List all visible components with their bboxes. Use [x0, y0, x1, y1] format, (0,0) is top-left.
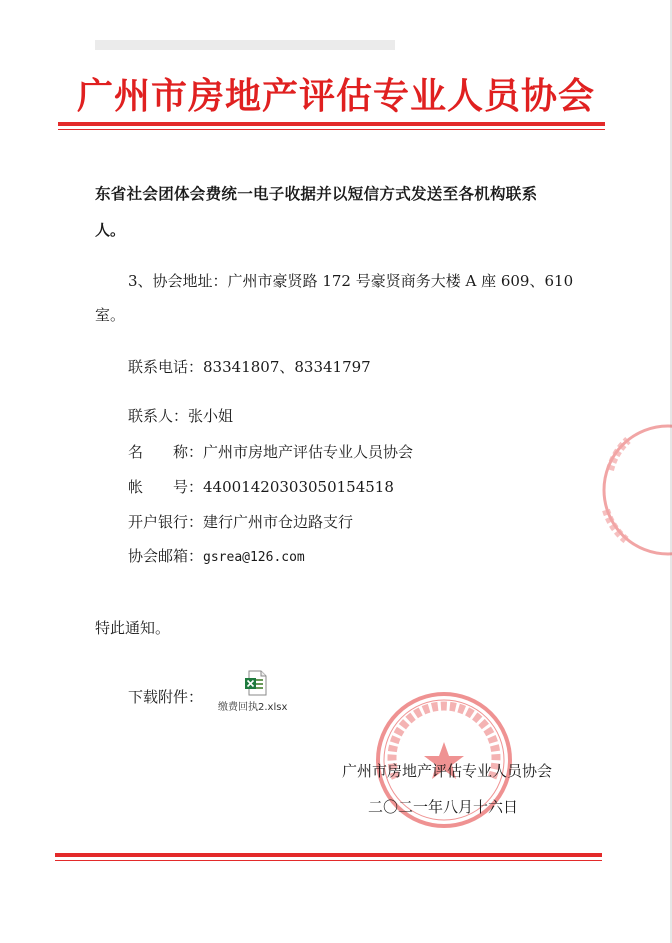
account-number-row — [128, 477, 394, 497]
scan-smudge — [95, 40, 395, 50]
letterhead-title: 广州市房地产评估专业人员协会 — [76, 76, 595, 117]
bank-value: 建行广州市仓边路支行 — [203, 513, 354, 531]
contact-phone-label: 联系电话： — [128, 358, 204, 376]
email-row — [128, 546, 305, 568]
excel-file-icon[interactable] — [244, 670, 268, 696]
attachment-filename[interactable]: 缴费回执2.xlsx — [218, 702, 288, 713]
item-3-address: 3、协会地址：广州市豪贤路 172 号豪贤商务大楼 A 座 609、610 — [128, 272, 574, 290]
account-number-value: 44001420303050154518 — [203, 478, 394, 496]
footer-rule-thin — [55, 860, 602, 861]
contact-person-value: 张小姐 — [188, 407, 234, 425]
email-label: 协会邮箱： — [128, 547, 204, 565]
bank-label: 开户银行： — [128, 513, 204, 531]
account-name-row — [128, 442, 413, 462]
contact-phone-row — [128, 357, 371, 377]
partial-seal-stamp — [598, 420, 672, 560]
paragraph-continuation: 东省社会团体会费统一电子收据并以短信方式发送至各机构联系 — [95, 184, 538, 203]
header-rule-thick — [58, 122, 605, 126]
account-number-label: 帐 号： — [128, 478, 204, 496]
contact-phone-value: 83341807、83341797 — [203, 358, 371, 376]
bank-row — [128, 512, 353, 532]
contact-person-row — [128, 406, 233, 426]
account-name-label: 名 称： — [128, 443, 204, 461]
contact-person-label: 联系人： — [128, 407, 189, 425]
paragraph-continuation-end: 人。 — [95, 221, 126, 239]
notice-text: 特此通知。 — [95, 619, 171, 637]
attachment[interactable] — [218, 670, 298, 713]
email-value[interactable]: gsrea@126.com — [203, 550, 305, 565]
account-name-value: 广州市房地产评估专业人员协会 — [203, 443, 414, 461]
signature-org: 广州市房地产评估专业人员协会 — [342, 762, 553, 780]
item-3-address-end: 室。 — [95, 306, 126, 324]
header-rule-thin — [58, 129, 605, 130]
signature-date: 二〇二一年八月十六日 — [368, 798, 519, 816]
download-label: 下载附件： — [128, 688, 204, 706]
footer-rule-thick — [55, 853, 602, 857]
